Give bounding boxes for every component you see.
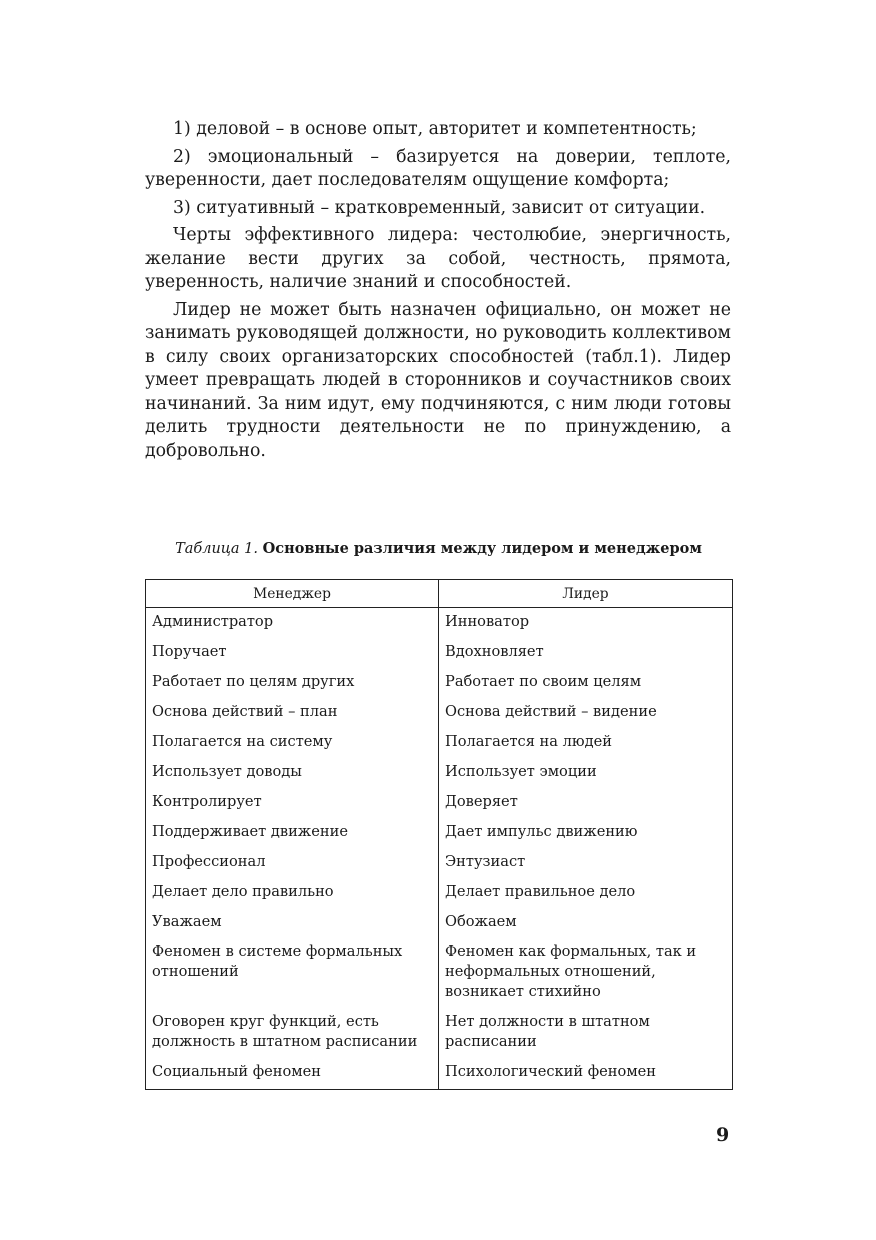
table-row [146, 879, 733, 909]
table-cell: Контролирует [146, 789, 439, 819]
paragraph: 1) деловой – в основе опыт, авторитет и компетентность; [173, 119, 697, 139]
table-header-row [146, 580, 733, 608]
table-cell: Энтузиаст [439, 849, 733, 879]
table-cell: Делает правильное дело [439, 879, 733, 909]
table-cell: Основа действий – видение [439, 699, 733, 729]
table-row [146, 789, 733, 819]
column-header: Лидер [439, 580, 733, 608]
table-row [146, 849, 733, 879]
table-cell: Полагается на систему [146, 729, 439, 759]
table-cell: Поручает [146, 639, 439, 669]
table-row [146, 699, 733, 729]
table-cell: Делает дело правильно [146, 879, 439, 909]
column-header: Менеджер [146, 580, 439, 608]
table-caption [145, 540, 732, 557]
table-cell: Использует доводы [146, 759, 439, 789]
paragraph: Черты эффективного лидера: честолюбие, энергичность, желание вести других за собой, честность, прямота, уверенность, наличие знаний и способностей. [145, 225, 731, 292]
table-cell: Дает импульс движению [439, 819, 733, 849]
table-cell: Полагается на людей [439, 729, 733, 759]
table-cell: Вдохновляет [439, 639, 733, 669]
table-row [146, 819, 733, 849]
paragraph: 3) ситуативный – кратковременный, зависит от ситуации. [173, 197, 706, 218]
table-row [146, 1059, 733, 1090]
table-row [146, 939, 733, 1009]
table-cell: Основа действий – план [146, 699, 439, 729]
table-cell: Администратор [146, 608, 439, 640]
body-text [145, 118, 731, 467]
table-cell: Оговорен круг функций, есть должность в штатном расписании [146, 1009, 439, 1059]
table-cell: Социальный феномен [146, 1059, 439, 1090]
table-caption-label: Таблица 1. [175, 541, 259, 557]
comparison-table [145, 579, 733, 1090]
paragraph: 2) эмоциональный – базируется на доверии, теплоте, уверенности, дает последователям ощущение комфорта; [145, 146, 731, 190]
table-caption-title: Основные различия между лидером и менеджером [262, 540, 702, 557]
table-row [146, 909, 733, 939]
table-row [146, 1009, 733, 1059]
table-cell: Профессионал [146, 849, 439, 879]
table-cell: Доверяет [439, 789, 733, 819]
paragraph: Лидер не может быть назначен официально, он может не занимать руководящей должности, но руководить коллективом в силу своих организаторских способностей (табл.1). Лидер умеет превращать людей в сторонников и соучастников своих начинаний. За ним идут, ему подчиняются, с ним люди готовы делить трудности деятельности не по принуждению, а добровольно. [145, 299, 731, 461]
table-cell: Обожаем [439, 909, 733, 939]
table-cell: Психологический феномен [439, 1059, 733, 1090]
table-cell: Инноватор [439, 608, 733, 640]
table-cell: Уважаем [146, 909, 439, 939]
table-cell: Нет должности в штатном расписании [439, 1009, 733, 1059]
table-cell: Использует эмоции [439, 759, 733, 789]
table-row [146, 669, 733, 699]
table-cell: Феномен как формальных, так и неформальных отношений, возникает стихийно [439, 939, 733, 1009]
table-cell: Феномен в системе формальных отношений [146, 939, 439, 1009]
table-cell: Работает по своим целям [439, 669, 733, 699]
page-number: 9 [716, 1124, 730, 1146]
table-cell: Работает по целям других [146, 669, 439, 699]
table-row [146, 639, 733, 669]
table-row [146, 608, 733, 640]
table-row [146, 729, 733, 759]
table-cell: Поддерживает движение [146, 819, 439, 849]
table-row [146, 759, 733, 789]
